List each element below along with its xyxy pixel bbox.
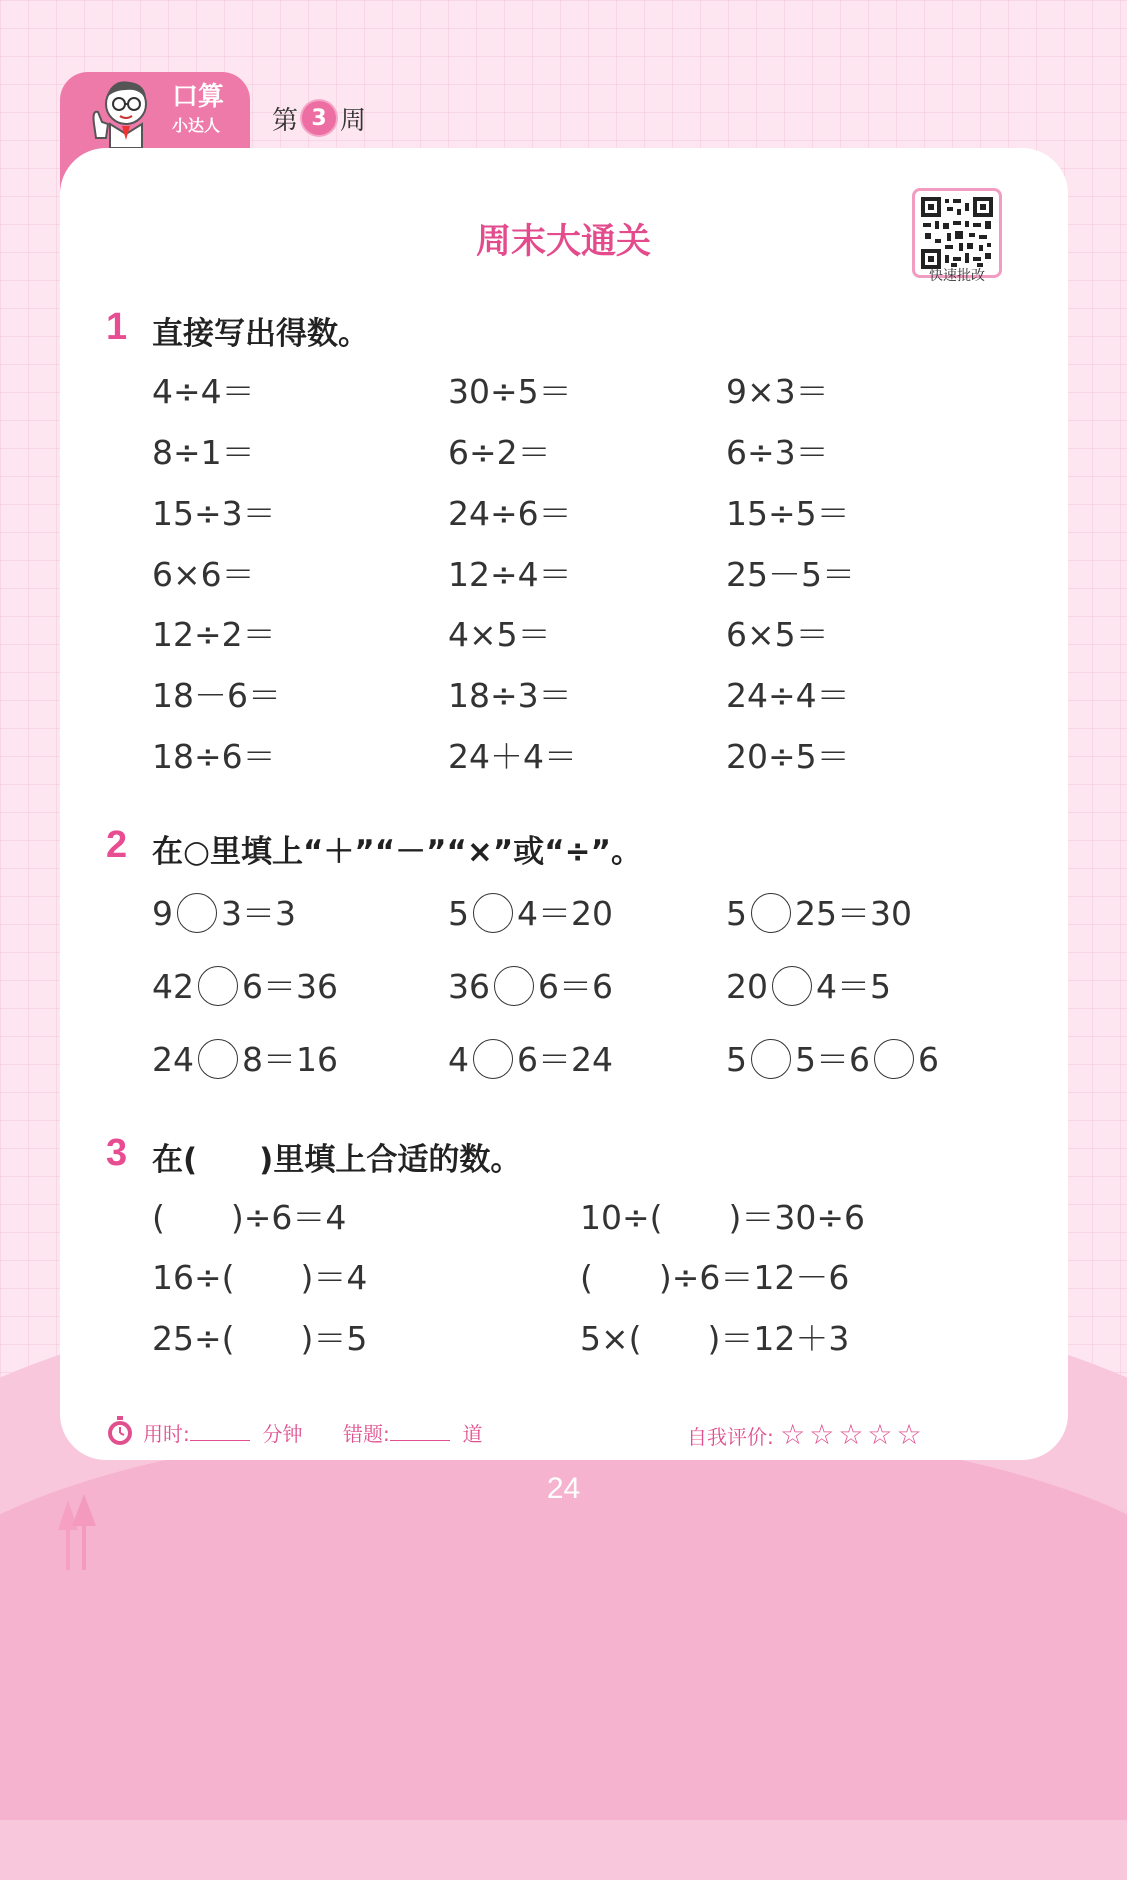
week-suffix: 周 — [340, 105, 367, 136]
qr-label: 快速批改 — [929, 268, 985, 284]
badge-title: 口算 — [172, 82, 225, 112]
qr-code-icon — [921, 197, 993, 269]
operand: 9 — [152, 894, 173, 933]
operator-problem — [726, 1040, 939, 1082]
minutes-label: 分钟 — [262, 1422, 303, 1446]
errors-label: 错题: — [343, 1422, 390, 1446]
operator-problem — [726, 894, 912, 936]
operand: 6＝36 — [242, 967, 338, 1006]
problem: 6÷3＝ — [726, 433, 829, 472]
section-3-number: 3 — [106, 1132, 128, 1174]
operator-problem — [152, 1040, 338, 1082]
problem: 9×3＝ — [726, 372, 829, 411]
time-blank[interactable] — [190, 1422, 250, 1441]
operator-circle[interactable] — [198, 1039, 238, 1079]
operand: 4＝5 — [816, 967, 891, 1006]
fill-blank-problem[interactable]: 16÷( )＝4 — [152, 1258, 368, 1297]
operand: 5＝6 — [795, 1040, 870, 1079]
operand: 5 — [726, 1040, 747, 1079]
operator-circle[interactable] — [751, 1039, 791, 1079]
operator-problem — [448, 894, 613, 936]
operand: 5 — [726, 894, 747, 933]
problem: 25－5＝ — [726, 555, 855, 594]
fill-blank-problem[interactable]: 25÷( )＝5 — [152, 1319, 368, 1358]
section-1-number: 1 — [106, 306, 128, 348]
rating-stars[interactable]: ☆☆☆☆☆ — [780, 1418, 926, 1451]
fill-blank-problem[interactable]: ( )÷6＝4 — [152, 1198, 347, 1237]
page-title: 周末大通关 — [475, 222, 651, 262]
operator-circle[interactable] — [751, 893, 791, 933]
rating-label: 自我评价: — [687, 1425, 774, 1449]
problem: 4×5＝ — [448, 615, 551, 654]
problem: 24÷6＝ — [448, 494, 572, 533]
section-3-title: 在( )里填上合适的数。 — [152, 1142, 522, 1178]
operator-problem — [152, 967, 338, 1009]
problem: 30÷5＝ — [448, 372, 572, 411]
week-number: 3 — [302, 101, 336, 135]
operator-circle[interactable] — [874, 1039, 914, 1079]
operand: 4 — [448, 1040, 469, 1079]
operand: 25＝30 — [795, 894, 912, 933]
problem: 15÷3＝ — [152, 494, 276, 533]
stopwatch-icon — [106, 1416, 134, 1446]
operand: 6＝6 — [538, 967, 613, 1006]
fill-blank-problem[interactable]: 5×( )＝12＋3 — [580, 1319, 850, 1358]
operand: 8＝16 — [242, 1040, 338, 1079]
time-used — [143, 1418, 302, 1447]
problem: 8÷1＝ — [152, 433, 255, 472]
problem: 12÷2＝ — [152, 615, 276, 654]
problem: 4÷4＝ — [152, 372, 255, 411]
fill-blank-problem[interactable]: 10÷( )＝30÷6 — [580, 1198, 866, 1237]
error-count — [343, 1418, 482, 1447]
fill-blank-problem[interactable]: ( )÷6＝12－6 — [580, 1258, 850, 1297]
operand: 36 — [448, 967, 490, 1006]
operator-problem — [448, 967, 613, 1009]
section-1-title: 直接写出得数。 — [152, 316, 369, 352]
operator-problem — [726, 967, 891, 1009]
section-2-number: 2 — [106, 824, 128, 866]
operator-circle[interactable] — [473, 1039, 513, 1079]
operand: 3＝3 — [221, 894, 296, 933]
operator-problem — [448, 1040, 613, 1082]
operand: 6 — [918, 1040, 939, 1079]
operand: 20 — [726, 967, 768, 1006]
problem: 24＋4＝ — [448, 737, 577, 776]
operand: 24 — [152, 1040, 194, 1079]
problem: 6×5＝ — [726, 615, 829, 654]
errors-unit: 道 — [462, 1422, 483, 1446]
page-number: 24 — [546, 1472, 581, 1505]
section-2-title: 在○里填上“＋”“－”“×”或“÷”。 — [152, 834, 642, 870]
week-prefix: 第 — [272, 105, 299, 136]
week-indicator — [272, 100, 366, 136]
time-label: 用时: — [143, 1422, 190, 1446]
problem: 6÷2＝ — [448, 433, 551, 472]
problem: 18－6＝ — [152, 676, 281, 715]
problem: 18÷3＝ — [448, 676, 572, 715]
operator-circle[interactable] — [177, 893, 217, 933]
operator-circle[interactable] — [473, 893, 513, 933]
problem: 15÷5＝ — [726, 494, 850, 533]
problem: 24÷4＝ — [726, 676, 850, 715]
operand: 5 — [448, 894, 469, 933]
operator-circle[interactable] — [772, 966, 812, 1006]
errors-blank[interactable] — [390, 1422, 450, 1441]
problem: 20÷5＝ — [726, 737, 850, 776]
problem: 12÷4＝ — [448, 555, 572, 594]
operator-problem — [152, 894, 296, 936]
problem: 18÷6＝ — [152, 737, 276, 776]
operator-circle[interactable] — [198, 966, 238, 1006]
operand: 6＝24 — [517, 1040, 613, 1079]
operand: 42 — [152, 967, 194, 1006]
self-rating — [687, 1418, 926, 1451]
problem: 6×6＝ — [152, 555, 255, 594]
tree-decoration-icon — [54, 1494, 98, 1570]
badge-subtitle: 小达人 — [172, 116, 221, 135]
operand: 4＝20 — [517, 894, 613, 933]
operator-circle[interactable] — [494, 966, 534, 1006]
kid-mascot-icon — [82, 74, 162, 148]
